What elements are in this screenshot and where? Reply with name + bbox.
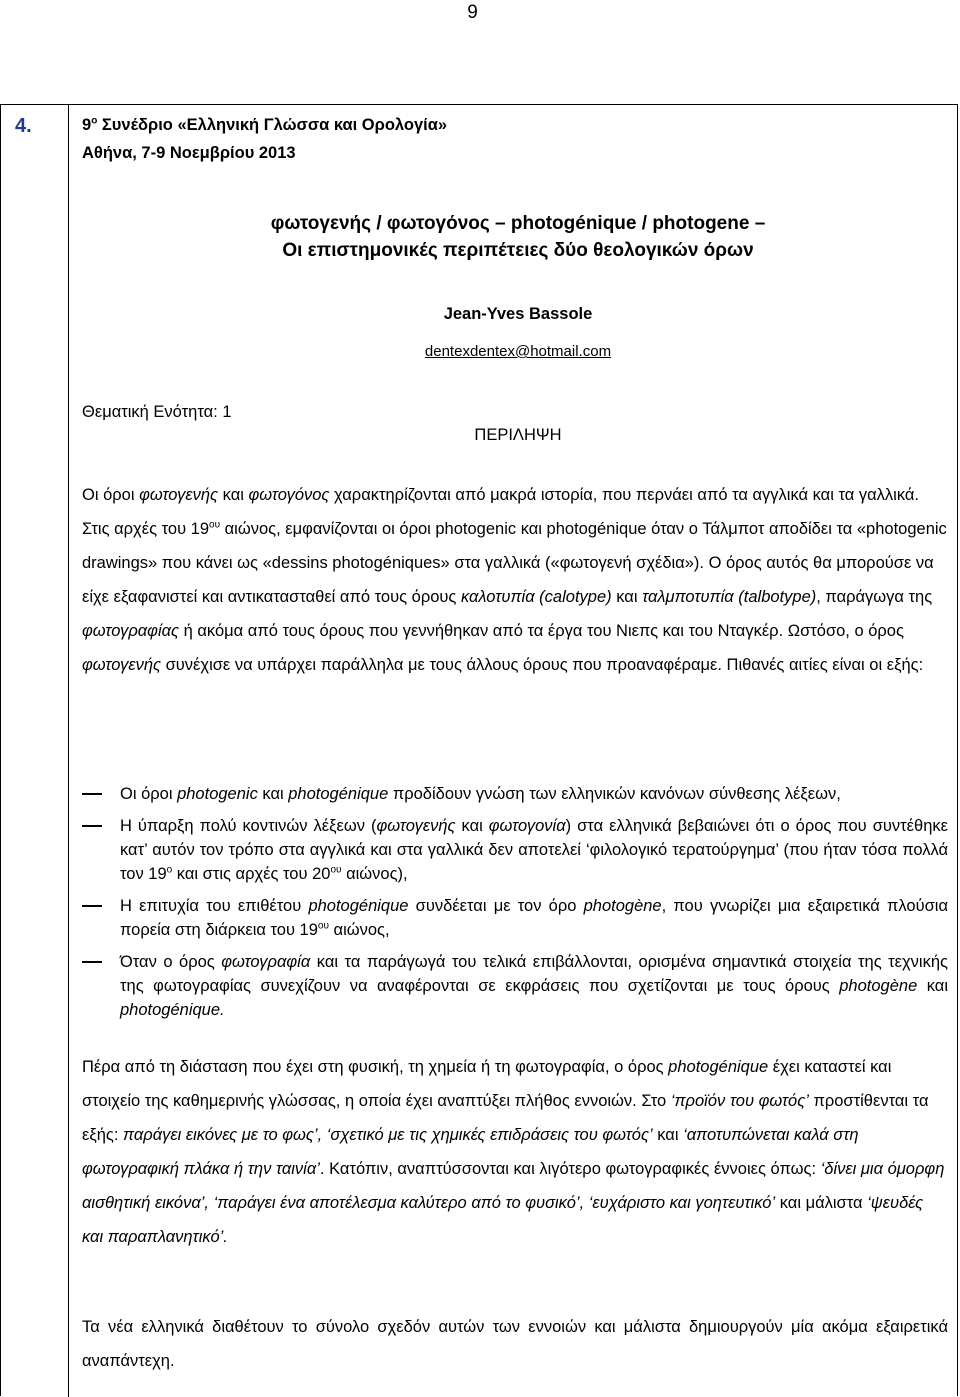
text-run: ή ακόμα από τους όρους που γεννήθηκαν από τα έργα του Νιεπς και του Νταγκέρ. Ωστόσο, ο όρος — [179, 622, 904, 640]
text-run: αιώνος, — [328, 921, 390, 939]
text-run: photogène — [583, 897, 662, 915]
text-run: φωτογενής — [376, 817, 456, 835]
text-run: Η ύπαρξη πολύ κοντινών λέξεων ( — [120, 817, 377, 835]
dash-bullet-icon — [82, 793, 102, 795]
text-run: , παράγωγα της — [816, 588, 933, 606]
list-item — [82, 814, 948, 886]
text-run: έχει καταστεί και στοιχείο της καθημερινής γλώσσας, η οποία έχει αναπτύξει πλήθος εννοιών. Στο — [82, 1058, 892, 1110]
text-run: Τα νέα ελληνικά διαθέτουν το σύνολο σχεδόν αυτών των εννοιών και μάλιστα δημιουργούν μία ακόμα εξαιρετικά αναπάντεχη. — [82, 1318, 948, 1370]
page-number: 9 — [467, 2, 478, 23]
text-run: φωτογενής — [139, 486, 219, 504]
text-run: παράγει εικόνες με το φως’, ‘σχετικό με τις χημικές επιδράσεις του φωτός’ — [123, 1126, 653, 1144]
abstract-paragraph-2 — [82, 1050, 948, 1254]
text-run: photogénique — [308, 897, 409, 915]
section-number: 4. — [15, 115, 32, 137]
text-run: καλοτυπία (calotype) — [460, 588, 612, 606]
conference-place-date: Αθήνα, 7-9 Νοεμβρίου 2013 — [82, 144, 296, 162]
text-run: αιώνος, εμφανίζονται οι όροι photogenic και photogénique όταν ο Τάλμποτ αποδίδει τα «photogenic drawings» που κάνει ως «dessins photogéniques» στα γαλλικά («φωτογενή σχέδια»). Ο όρος αυτός θα μπορούσε να είχε εξαφανιστεί και αντικατασταθεί από τους όρους — [82, 520, 947, 606]
dash-bullet-icon — [82, 905, 102, 907]
text-run: photogénique — [668, 1058, 769, 1076]
text-run: ‘αποτυπώνεται καλά στη φωτογραφική πλάκα ή την ταινία’ — [82, 1126, 859, 1178]
text-run — [82, 1050, 948, 1254]
text-run: Όταν ο όρος — [120, 953, 222, 971]
text-run — [82, 478, 948, 682]
list-item — [82, 782, 948, 806]
text-run: photogenic — [177, 785, 258, 803]
thematic-unit — [82, 403, 232, 422]
text-run: και — [257, 785, 289, 803]
text-run: και — [652, 1126, 684, 1144]
text-run: συνέχισε να υπάρχει παράλληλα με τους άλλους όρους που προαναφέραμε. Πιθανές αιτίες είναι οι εξής: — [161, 656, 924, 674]
text-run: προδίδουν γνώση των ελληνικών κανόνων σύνθεσης λέξεων, — [388, 785, 841, 803]
text-run: ‘δίνει μια όμορφη αισθητική εικόνα’, ‘παράγει ένα αποτέλεσμα καλύτερο από το φυσικό’, ‘ευχάριστο και γοητευτικό’ — [82, 1160, 945, 1212]
text-run: και μάλιστα — [775, 1194, 868, 1212]
causes-list — [82, 782, 948, 1022]
text-run: συνδέεται με τον όρο — [408, 897, 584, 915]
list-item — [82, 894, 948, 942]
text-run: photogénique. — [120, 1001, 225, 1019]
text-run: . Κατόπιν, αναπτύσσονται και λιγότερο φωτογραφικές έννοιες όπως: — [319, 1160, 821, 1178]
conference-edition: 9 — [82, 116, 92, 134]
conference-name: Συνέδριο «Ελληνική Γλώσσα και Ορολογία» — [97, 116, 448, 134]
text-run: ο — [166, 864, 173, 876]
text-run: Η επιτυχία του επιθέτου — [120, 897, 309, 915]
text-run: Οι όροι — [120, 785, 178, 803]
text-run: ου — [330, 864, 342, 876]
thematic-unit-label: Θεματική Ενότητα: — [82, 403, 218, 421]
text-run: προστίθενται τα εξής: — [82, 1092, 929, 1144]
text-run: Οι όροι — [82, 486, 140, 504]
author-email[interactable]: dentexdentex@hotmail.com — [424, 343, 612, 360]
author-name: Jean-Yves Bassole — [443, 305, 593, 323]
text-run: , που γνωρίζει μια εξαιρετικά πλούσια πορεία στη διάρκεια του 19 — [120, 897, 948, 939]
text-run: αιώνος), — [341, 865, 408, 883]
text-run: και — [917, 977, 949, 995]
dash-bullet-icon — [82, 825, 102, 827]
text-run: φωτογόνος — [248, 486, 330, 504]
text-run: photogénique — [288, 785, 389, 803]
conference-title — [82, 116, 447, 135]
text-run: ‘προϊόν του φωτός’ — [670, 1092, 809, 1110]
text-run: ου — [317, 920, 329, 932]
text-run: και στις αρχές του 20 — [172, 865, 331, 883]
paper-title-line-2: Οι επιστημονικές περιπέτειες δύο θεολογικών όρων — [282, 240, 754, 261]
abstract-paragraph-3 — [82, 1310, 948, 1378]
text-run: φωτογραφίας — [82, 622, 180, 640]
text-run: ) στα ελληνικά βεβαιώνει ότι ο όρος που συντέθηκε κατ’ αυτόν τον τρόπο στα αγγλικά και στα γαλλικά δεν αποτελεί ‘φιλολογικό τερατούργημα’ (που ήταν τόσα πολλά τον 19 — [120, 817, 948, 883]
text-run: ‘ψευδές και παραπλανητικό’. — [82, 1194, 924, 1246]
text-run: φωτογραφία — [221, 953, 311, 971]
thematic-unit-value: 1 — [217, 403, 232, 421]
frame-divider — [68, 104, 69, 1397]
text-run: Πέρα από τη διάσταση που έχει στη φυσική, τη χημεία ή τη φωτογραφία, ο όρος — [82, 1058, 669, 1076]
dash-bullet-icon — [82, 961, 102, 963]
list-item — [82, 950, 948, 1022]
text-run: φωτογονία — [488, 817, 566, 835]
text-run: και — [218, 486, 249, 504]
text-run: και τα παράγωγά του τελικά επιβάλλονται, ορισμένα σημαντικά στοιχεία της τεχνικής της φωτογραφίας συνεχίζουν να αναφέρονται σε εκφράσεις που σχετίζονται με τους όρους — [120, 953, 948, 995]
ordinal-superscript: ο — [91, 115, 98, 127]
paper-title-line-1: φωτογενής / φωτογόνος – photogénique / photogene – — [270, 213, 766, 234]
text-run: φωτογενής — [82, 656, 162, 674]
abstract-paragraph-1 — [82, 478, 948, 682]
text-run: και — [611, 588, 643, 606]
abstract-heading: ΠΕΡΙΛΗΨΗ — [474, 426, 562, 444]
text-run: ταλμποτυπία (talbotype) — [642, 588, 817, 606]
text-run: χαρακτηρίζονται από μακρά ιστορία, που περνάει από τα αγγλικά και τα γαλλικά. Στις αρχές του 19 — [82, 486, 920, 538]
text-run: photogène — [839, 977, 918, 995]
text-run: και — [455, 817, 489, 835]
text-run: ου — [209, 519, 221, 531]
